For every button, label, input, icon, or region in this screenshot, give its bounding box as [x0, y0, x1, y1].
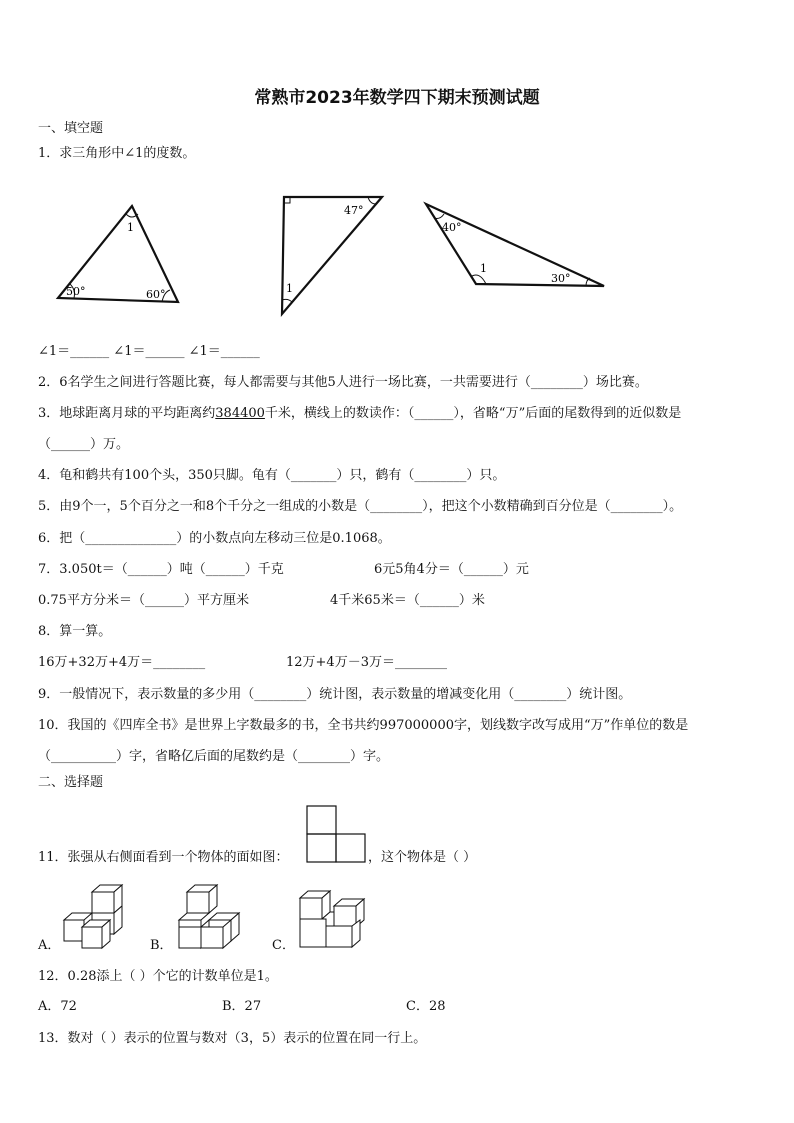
- question-10: 10．我国的《四库全书》是世界上字数最多的书，全书共约997000000字，划线数字改写成用“万”作单位的数是: [38, 718, 689, 733]
- question-12-option-b: B．27: [222, 999, 262, 1014]
- question-3: [38, 406, 681, 422]
- question-11: 11．张强从右侧面看到一个物体的面如图：: [38, 850, 289, 865]
- triangle-2-angle-label: 1: [286, 282, 293, 295]
- question-1: 1．求三角形中∠1的度数。: [38, 146, 196, 161]
- question-13: 13．数对（ ）表示的位置与数对（3，5）表示的位置在同一行上。: [38, 1031, 427, 1046]
- option-c-label: C．: [272, 938, 295, 953]
- question-3-part-b: 千米，横线上的数读作：（______），省略“万”后面的尾数得到的近似数是: [264, 406, 682, 421]
- question-3-continued: （______）万。: [38, 437, 130, 452]
- option-b-label: B．: [150, 938, 173, 953]
- question-8-a: 16万+32万+4万＝________: [38, 655, 206, 670]
- question-12: 12．0.28添上（ ）个它的计数单位是1。: [38, 969, 278, 984]
- question-11-tail: ，这个物体是（ ）: [368, 850, 477, 865]
- question-3-part-a: 3．地球距离月球的平均距离约: [38, 406, 216, 421]
- question-8: 8．算一算。: [38, 624, 112, 639]
- question-5: 5．由9个一，5个百分之一和8个千分之一组成的小数是（________），把这个小数精确到百分位是（________）。: [38, 499, 683, 514]
- option-a-cubes: [62, 884, 126, 950]
- question-4: 4．龟和鹤共有100个头，350只脚。龟有（_______）只，鹤有（________）只。: [38, 468, 506, 483]
- question-7-c: 0.75平方分米＝（______）平方厘米: [38, 593, 249, 608]
- option-b-cubes: [175, 884, 245, 950]
- section-fill-blank: 一、填空题: [38, 121, 104, 136]
- question-6: 6．把（______________）的小数点向左移动三位是0.1068。: [38, 531, 391, 546]
- triangle-1-angle-left: 50°: [66, 285, 86, 298]
- question-9: 9．一般情况下，表示数量的多少用（________）统计图，表示数量的增减变化用（________）统计图。: [38, 687, 632, 702]
- question-7-b: 6元5角4分＝（______）元: [374, 562, 529, 577]
- triangle-2: [274, 192, 389, 320]
- triangle-3-angle-right: 30°: [551, 272, 571, 285]
- triangle-1: [50, 198, 185, 308]
- question-12-option-c: C．28: [406, 999, 446, 1014]
- triangle-3-angle-top: 40°: [442, 221, 462, 234]
- question-3-number: 384400: [215, 406, 265, 421]
- option-a-label: A．: [38, 938, 61, 953]
- question-12-option-a: A．72: [38, 999, 77, 1014]
- triangle-1-angle-right: 60°: [146, 288, 166, 301]
- section-multiple-choice: 二、选择题: [38, 775, 104, 790]
- triangle-1-angle-label: 1: [127, 221, 134, 234]
- option-c-cubes: [298, 884, 368, 950]
- triangle-3: [420, 198, 610, 290]
- question-2: 2．6名学生之间进行答题比赛，每人都需要与其他5人进行一场比赛，一共需要进行（________）场比赛。: [38, 375, 648, 390]
- question-8-b: 12万+4万－3万＝________: [286, 655, 447, 670]
- question-10-continued: （__________）字，省略亿后面的尾数约是（________）字。: [38, 749, 390, 764]
- triangle-2-angle-top: 47°: [344, 204, 364, 217]
- side-view-figure: [306, 805, 368, 863]
- page-title: 常熟市2023年数学四下期末预测试题: [254, 88, 540, 108]
- triangle-3-angle-label: 1: [480, 262, 487, 275]
- question-7-a: 7．3.050t＝（______）吨（______）千克: [38, 562, 284, 577]
- question-1-answers: ∠1＝______ ∠1＝______ ∠1＝______: [38, 344, 260, 359]
- question-7-d: 4千米65米＝（______）米: [330, 593, 485, 608]
